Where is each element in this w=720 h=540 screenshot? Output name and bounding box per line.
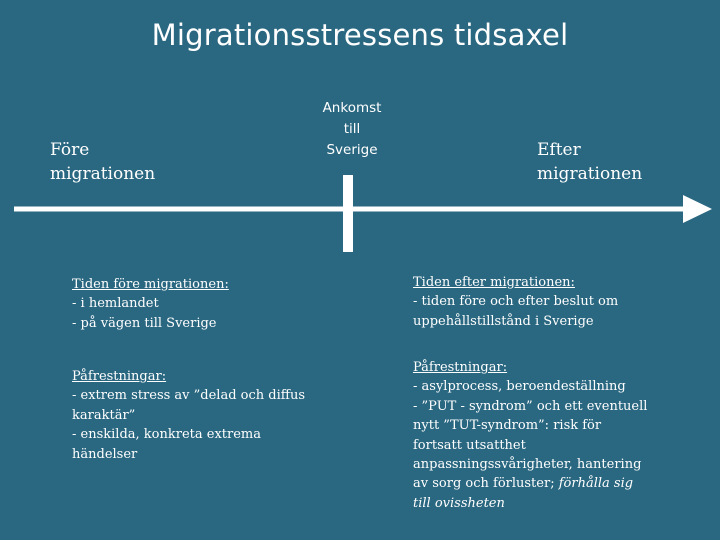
before-stress-line: händelser [72,446,138,462]
before-label-line: migrationen [50,164,156,184]
before-stress-block [72,367,322,464]
after-stress-line: - asylprocess, beroendeställning [413,379,626,395]
arrival-label-line: till [343,121,361,137]
after-period-line: - tiden före och efter beslut om [413,294,619,310]
after-stress-heading: Påfrestningar: [413,360,508,375]
slide-title: Migrationsstressens tidsaxel [151,18,569,52]
after-label-line: Efter [537,140,581,160]
after-label-line: migrationen [537,164,643,184]
before-stress-line: - enskilda, konkreta extrema [72,427,261,443]
before-label-line: Före [50,140,90,160]
timeline-arrowhead [683,195,712,223]
before-migration-label [50,138,155,186]
after-period-block [413,273,663,331]
after-stress-line: - ”PUT - syndrom” och ett eventuell [413,398,648,414]
arrival-label [300,98,404,161]
after-stress-line: anpassningssvårigheter, hantering [413,457,642,473]
after-period-heading: Tiden efter migrationen: [413,275,575,290]
after-stress-plain-text: av sorg och förluster; [413,476,559,492]
before-stress-heading: Påfrestningar: [72,369,167,384]
before-period-line: - i hemlandet [72,296,159,312]
arrival-label-line: Ankomst [322,100,382,116]
after-stress-line: fortsatt utsatthet [413,437,526,453]
after-period-line: uppehållstillstånd i Sverige [413,313,594,329]
arrival-marker [343,175,353,252]
after-stress-line: nytt ”TUT-syndrom”: risk för [413,418,602,434]
arrival-label-line: Sverige [326,142,378,158]
after-migration-label [537,138,642,186]
after-stress-final-italic-line: till ovissheten [413,495,505,511]
before-period-heading: Tiden före migrationen: [72,277,229,292]
before-stress-line: - extrem stress av ”delad och diffus [72,388,306,404]
after-stress-block [413,358,663,513]
after-stress-last-line [413,474,663,493]
before-stress-line: karaktär” [72,407,136,423]
before-period-line: - på vägen till Sverige [72,315,217,331]
before-period-block [72,275,322,333]
after-stress-italic-text: förhålla sig [558,476,634,492]
